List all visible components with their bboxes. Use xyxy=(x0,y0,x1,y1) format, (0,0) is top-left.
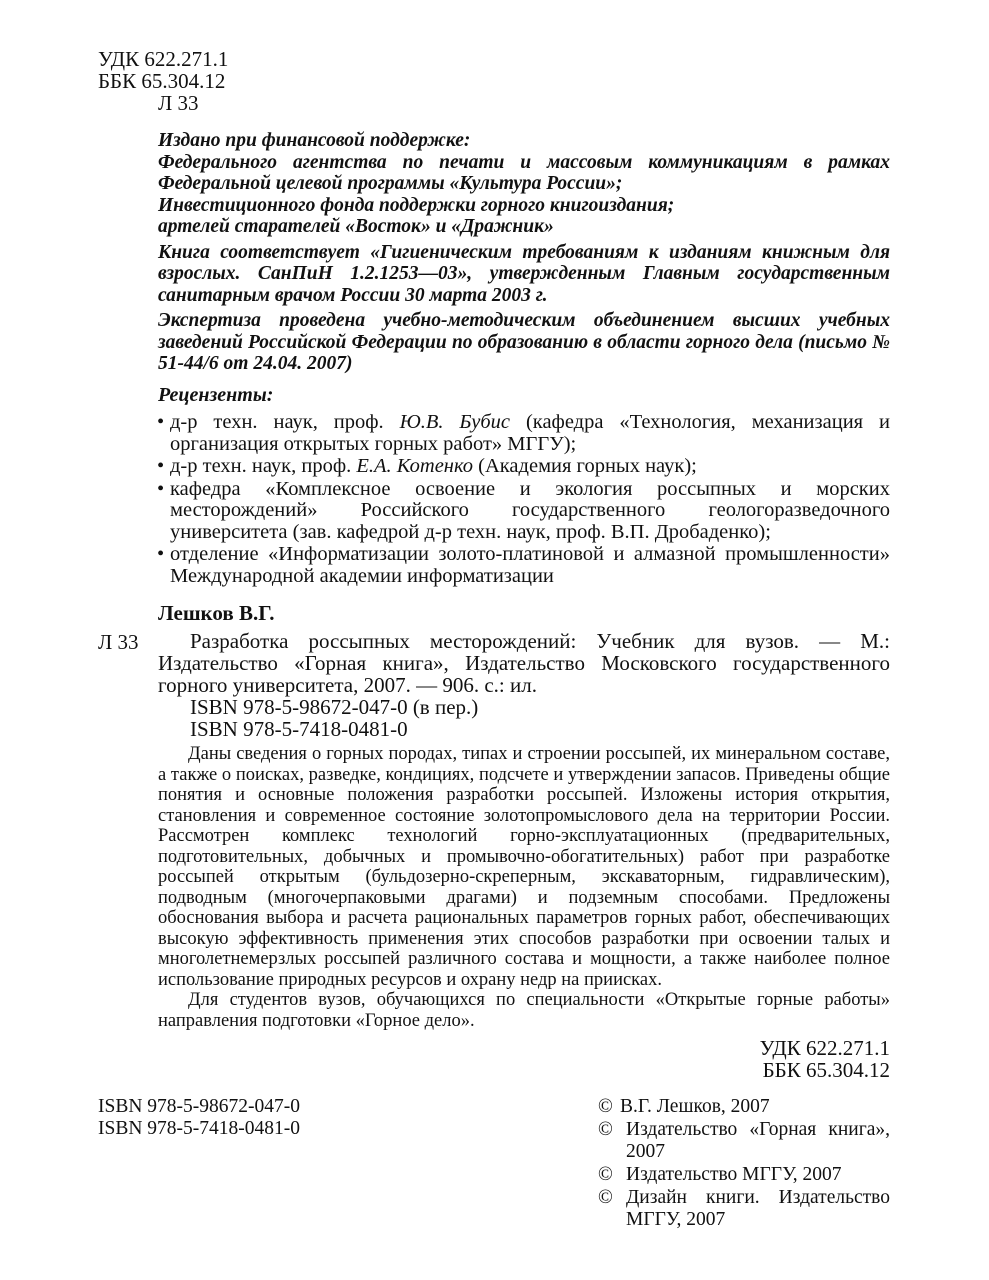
copyright-item: © В.Г. Лешков, 2007 xyxy=(598,1096,770,1117)
reviewer-item: • отделение «Информатизации золото-платиновой и алмазной промышленности» Международной академии информатизации xyxy=(158,544,890,587)
copyright-icon: © xyxy=(598,1096,613,1117)
reviewers-list xyxy=(158,412,890,588)
reviewer-item: • д-р техн. наук, проф. Е.А. Котенко (Академия горных наук); xyxy=(158,456,890,478)
bbk-code: ББК 65.304.12 xyxy=(762,1058,890,1082)
funding-line: артелей старателей «Восток» и «Дражник» xyxy=(158,216,554,237)
isbn-line: ISBN 978-5-98672-047-0 (в пер.) xyxy=(190,695,479,719)
reviewers-title: Рецензенты: xyxy=(158,384,274,406)
funding-line: Федерального агентства по печати и массовым коммуникациям в рамках Федеральной целевой программы «Культура России»; xyxy=(158,151,890,194)
author-mark: Л 33 xyxy=(158,91,199,115)
funding-line: Издано при финансовой поддержке: xyxy=(158,130,471,151)
copyright-icon: © xyxy=(598,1187,613,1208)
copyright-item: © Издательство МГГУ, 2007 xyxy=(598,1164,842,1185)
copyright-icon: © xyxy=(598,1164,613,1185)
isbn-line: ISBN 978-5-7418-0481-0 xyxy=(98,1118,301,1139)
funding-block xyxy=(158,130,890,238)
annotation xyxy=(158,744,890,1031)
reviewer-item: • д-р техн. наук, проф. Ю.В. Бубис (кафедра «Технология, механизация и организация открытых горных работ» МГГУ); xyxy=(158,412,890,455)
isbn-line: ISBN 978-5-98672-047-0 xyxy=(98,1096,301,1117)
expertise-note: Экспертиза проведена учебно-методическим объединением высших учебных заведений Российской Федерации по образованию в области горного дела (письмо № 51-44/6 от 24.04. 2007) xyxy=(158,310,890,374)
author-name: Лешков В.Г. xyxy=(158,601,275,625)
reviewer-name: Ю.В. Бубис xyxy=(399,411,511,433)
annotation-paragraph: Для студентов вузов, обучающихся по специальности «Открытые горные работы» направления подготовки «Горное дело». xyxy=(158,990,890,1031)
reviewer-item: • кафедра «Комплексное освоение и экология россыпных и морских месторождений» Российского государственного геологоразведочного университета (зав. кафедрой д-р техн. наук, проф. В.П. Дробаденко); xyxy=(158,479,890,544)
copyright-item: © Дизайн книги. Издательство МГГУ, 2007 xyxy=(598,1187,890,1230)
isbn-line: ISBN 978-5-7418-0481-0 xyxy=(190,717,408,741)
funding-notes xyxy=(158,130,890,379)
isbn-list xyxy=(190,696,478,740)
bbk-code: ББК 65.304.12 xyxy=(98,69,226,93)
copyright-list xyxy=(598,1096,890,1232)
index-code: Л 33 xyxy=(98,630,139,654)
footer-isbns xyxy=(98,1096,300,1140)
annotation-paragraph: Даны сведения о горных породах, типах и строении россыпей, их минеральном составе, а также о поисках, разведке, кондициях, подсчете и утверждении запасов. Приведены общие понятия и основные положения разработки россыпей. Изложены история открытия, становления и современное состояние золотопромыслового дела на территории России. Рассмотрен комплекс технологий горно-эксплуатационных (предварительных, подготовительных, добычных и промывочно-обогатительных) работ при разработке россыпей открытым (бульдозерно-скреперным, экскаваторным, гидравлическим), подводным (многочерпаковыми драгами) и подземным способами. Предложены обоснования выбора и расчета рациональных параметров горных работ, обеспечивающих высокую эффективность применения этих способов разработки при освоении талых и многолетнемерзлых россыпей различного состава и мощности, а также наиболее полное использование природных ресурсов и охрану недр на приисках. xyxy=(158,744,890,990)
classification-codes xyxy=(98,48,228,114)
reviewer-name: Е.А. Котенко xyxy=(356,455,474,477)
udk-code: УДК 622.271.1 xyxy=(98,47,229,71)
footer-codes xyxy=(700,1037,890,1081)
copyright-item: © Издательство «Горная книга», 2007 xyxy=(598,1119,890,1162)
funding-line: Инвестиционного фонда поддержки горного книгоиздания; xyxy=(158,194,675,216)
bibliographic-description: Разработка россыпных месторождений: Учебник для вузов. — М.: Издательство «Горная книга», Издательство Московского государственного горного университета, 2007. — 906. с.: ил. xyxy=(158,629,890,697)
udk-code: УДК 622.271.1 xyxy=(759,1036,890,1060)
copyright-icon: © xyxy=(598,1119,613,1140)
hygiene-note: Книга соответствует «Гигиеническим требованиям к изданиям книжным для взрослых. СанПиН 1.2.1253—03», утвержденным Главным государственным санитарным врачом России 30 марта 2003 г. xyxy=(158,241,890,306)
